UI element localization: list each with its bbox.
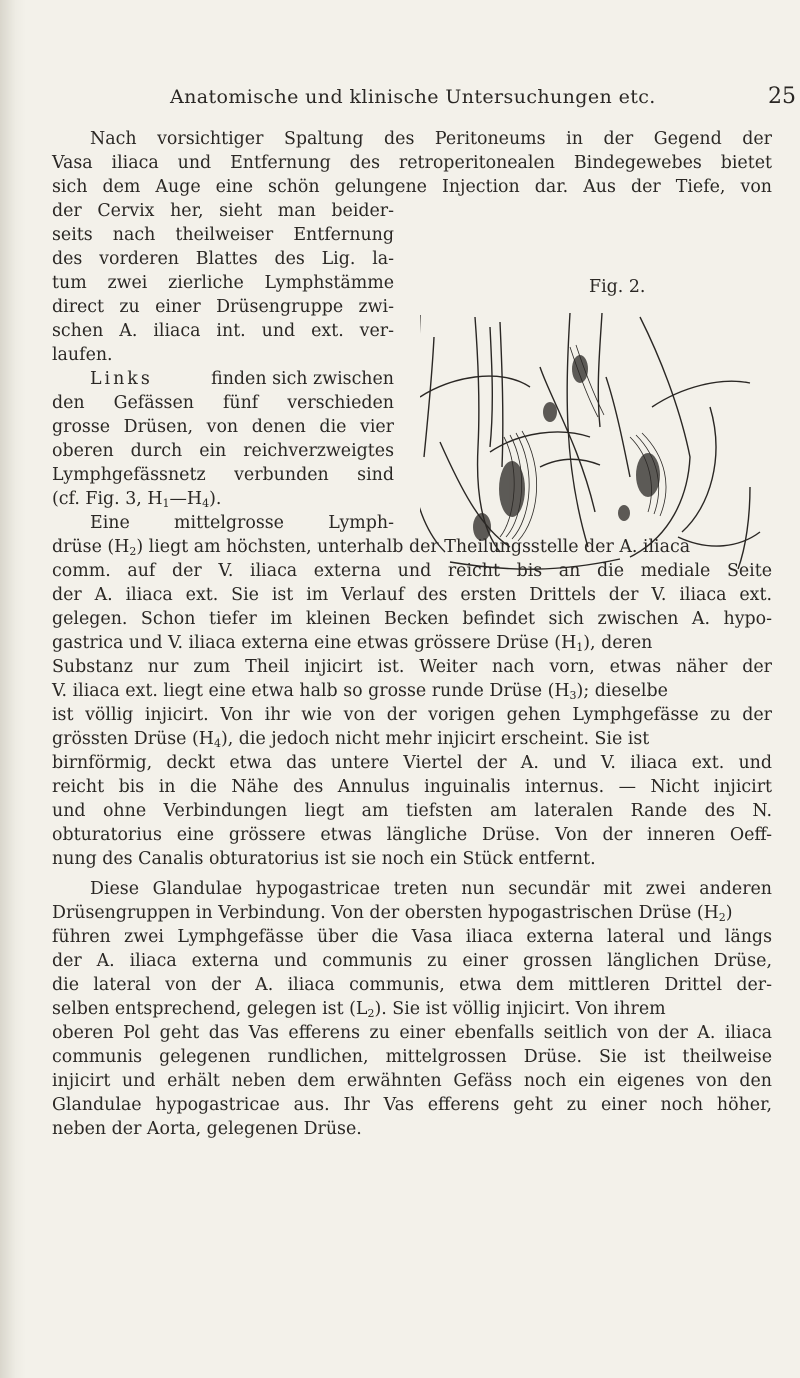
text-line: selben entsprechend, gelegen ist $(L_2)$. Sie ist völlig injicirt. Von ihrem bbox=[52, 999, 666, 1020]
text-line: oberen durch ein reichverzweigtes bbox=[52, 441, 394, 461]
text-line: gastrica und V. iliaca externa eine etwas grössere Drüse $(H_1)$, deren bbox=[52, 633, 653, 654]
text-line: den Gefässen fünf verschieden bbox=[52, 393, 394, 413]
text-line: der A. iliaca ext. Sie ist im Verlauf des ersten Drittels der V. iliaca ext. bbox=[52, 585, 772, 605]
text-line: communis gelegenen rundlichen, mittelgrossen Drüse. Sie ist theilweise bbox=[52, 1047, 772, 1067]
text-line: comm. auf der V. iliaca externa und reicht bis an die mediale Seite bbox=[52, 561, 772, 581]
running-title: Anatomische und klinische Untersuchungen etc. bbox=[170, 86, 656, 108]
text-line: neben der Aorta, gelegenen Drüse. bbox=[52, 1119, 362, 1139]
text-line: gelegen. Schon tiefer im kleinen Becken befindet sich zwischen A. hypo- bbox=[52, 609, 772, 629]
text-line: des vorderen Blattes des Lig. la- bbox=[52, 249, 394, 269]
page-number: 25 bbox=[768, 84, 796, 109]
text-line: ist völlig injicirt. Von ihr wie von der vorigen gehen Lymphgefässe zu der bbox=[52, 705, 772, 725]
page-header bbox=[0, 84, 800, 114]
text-line: direct zu einer Drüsengruppe zwi- bbox=[52, 297, 394, 317]
text-line: grössten Drüse $(H_4)$, die jedoch nicht mehr injicirt erscheint. Sie ist bbox=[52, 729, 650, 750]
text-line: seits nach theilweiser Entfernung bbox=[52, 225, 394, 245]
text-line: Links finden sich zwischen bbox=[90, 369, 394, 389]
text-line: injicirt und erhält neben dem erwähnten Gefäss noch ein eigenes von den bbox=[52, 1071, 772, 1091]
text-line: die lateral von der A. iliaca communis, etwa dem mittleren Drittel der- bbox=[52, 975, 772, 995]
text-line: Drüsengruppen in Verbindung. Von der obersten hypogastrischen Drüse $(H_2)$ bbox=[52, 903, 733, 924]
text-line: Substanz nur zum Theil injicirt ist. Weiter nach vorn, etwas näher der bbox=[52, 657, 772, 677]
text-line: laufen. bbox=[52, 345, 113, 365]
text-line: Glandulae hypogastricae aus. Ihr Vas efferens geht zu einer noch höher, bbox=[52, 1095, 772, 1115]
spaced-word-links: Links bbox=[90, 369, 153, 389]
text-line: sich dem Auge eine schön gelungene Injection dar. Aus der Tiefe, von bbox=[52, 177, 772, 197]
text-line: der A. iliaca externa und communis zu einer grossen länglichen Drüse, bbox=[52, 951, 772, 971]
page-gutter-shadow bbox=[0, 0, 26, 1378]
text-line: V. iliaca ext. liegt eine etwa halb so grosse runde Drüse $(H_3)$; dieselbe bbox=[52, 681, 668, 702]
text-line: oberen Pol geht das Vas efferens zu einer ebenfalls seitlich von der A. iliaca bbox=[52, 1023, 772, 1043]
text-line: grosse Drüsen, von denen die vier bbox=[52, 417, 394, 437]
text-line: birnförmig, deckt etwa das untere Viertel der A. und V. iliaca ext. und bbox=[52, 753, 772, 773]
text-line: drüse $(H_2)$ liegt am höchsten, unterhalb der Theilungsstelle der A. iliaca bbox=[52, 537, 691, 558]
text-line: reicht bis in die Nähe des Annulus inguinalis internus. — Nicht injicirt bbox=[52, 777, 772, 797]
text-line: führen zwei Lymphgefässe über die Vasa iliaca externa lateral und längs bbox=[52, 927, 772, 947]
text-line: Vasa iliaca und Entfernung des retroperitonealen Bindegewebes bietet bbox=[52, 153, 772, 173]
text-line: Diese Glandulae hypogastricae treten nun secundär mit zwei anderen bbox=[90, 879, 772, 899]
text-line: Lymphgefässnetz verbunden sind bbox=[52, 465, 394, 485]
text-line: Nach vorsichtiger Spaltung des Peritoneums in der Gegend der bbox=[90, 129, 772, 149]
figure-2 bbox=[420, 277, 788, 577]
text-line: schen A. iliaca int. und ext. ver- bbox=[52, 321, 394, 341]
text-line: und ohne Verbindungen liegt am tiefsten am lateralen Rande des N. bbox=[52, 801, 772, 821]
text-line: (cf. Fig. 3, $H_1—H_4$). bbox=[52, 489, 222, 510]
figure-caption: Fig. 2. bbox=[589, 277, 646, 297]
text-line: der Cervix her, sieht man beider- bbox=[52, 201, 394, 221]
text-line: tum zwei zierliche Lymphstämme bbox=[52, 273, 394, 293]
text-line: Eine mittelgrosse Lymph- bbox=[90, 513, 394, 533]
text-line: nung des Canalis obturatorius ist sie noch ein Stück entfernt. bbox=[52, 849, 596, 869]
text-line: obturatorius eine grössere etwas längliche Drüse. Von der inneren Oeff- bbox=[52, 825, 772, 845]
